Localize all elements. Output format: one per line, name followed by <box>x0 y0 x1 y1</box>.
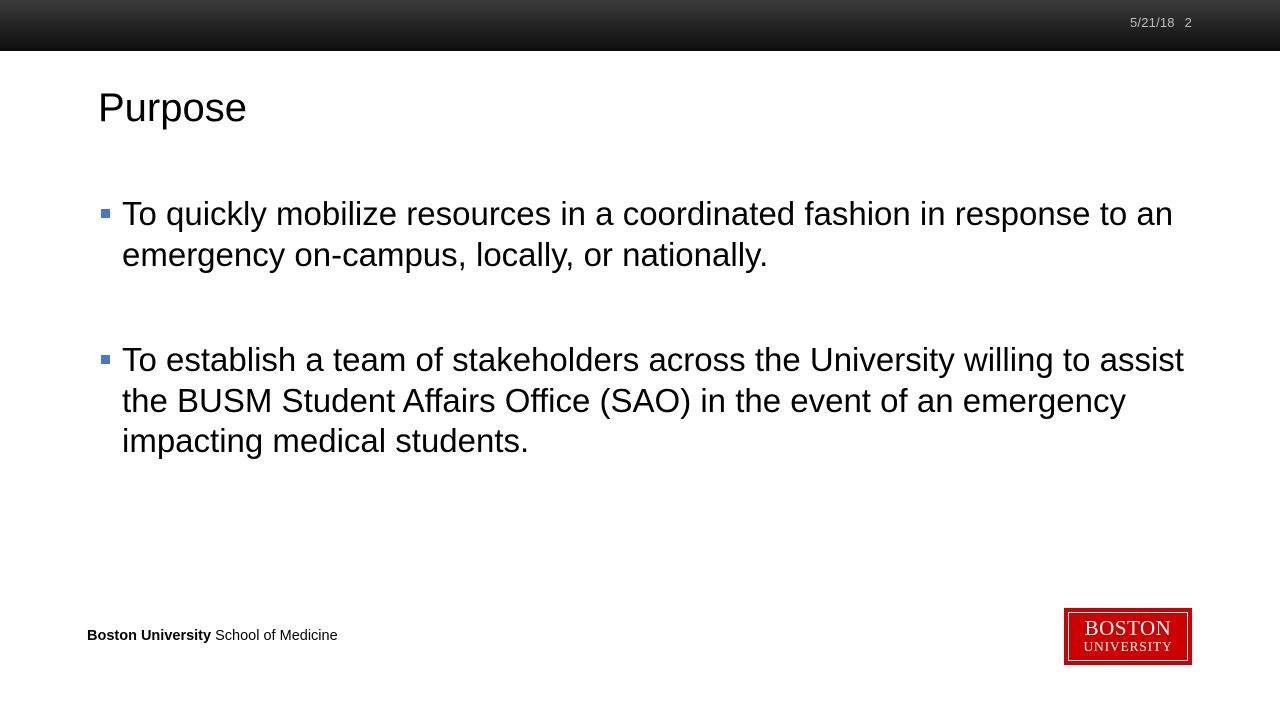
boston-university-logo <box>1064 608 1192 665</box>
logo-line-boston: BOSTON <box>1084 616 1172 640</box>
slide-title: Purpose <box>98 86 247 130</box>
bullet-text: To establish a team of stakeholders across the University willing to assist the BUSM Student Affairs Office (SAO) in the event of an emergency impacting medical students. <box>122 341 1184 459</box>
slide-meta <box>1130 15 1192 30</box>
square-bullet-icon <box>101 209 110 218</box>
bullet-item <box>98 194 1188 275</box>
footer-institution-rest: School of Medicine <box>215 628 338 644</box>
slide-date: 5/21/18 <box>1129 15 1175 30</box>
header-bar <box>0 0 1280 51</box>
footer-institution-bold: Boston University <box>87 628 212 644</box>
bullet-item <box>98 340 1188 462</box>
square-bullet-icon <box>101 355 110 364</box>
bullet-list <box>98 194 1188 527</box>
slide-number: 2 <box>1184 15 1192 30</box>
bullet-text: To quickly mobilize resources in a coordinated fashion in response to an emergency on-campus, locally, or nationally. <box>122 195 1174 273</box>
footer-institution <box>87 627 338 645</box>
logo-line-university: UNIVERSITY <box>1083 639 1173 654</box>
logo-frame <box>1068 612 1188 661</box>
